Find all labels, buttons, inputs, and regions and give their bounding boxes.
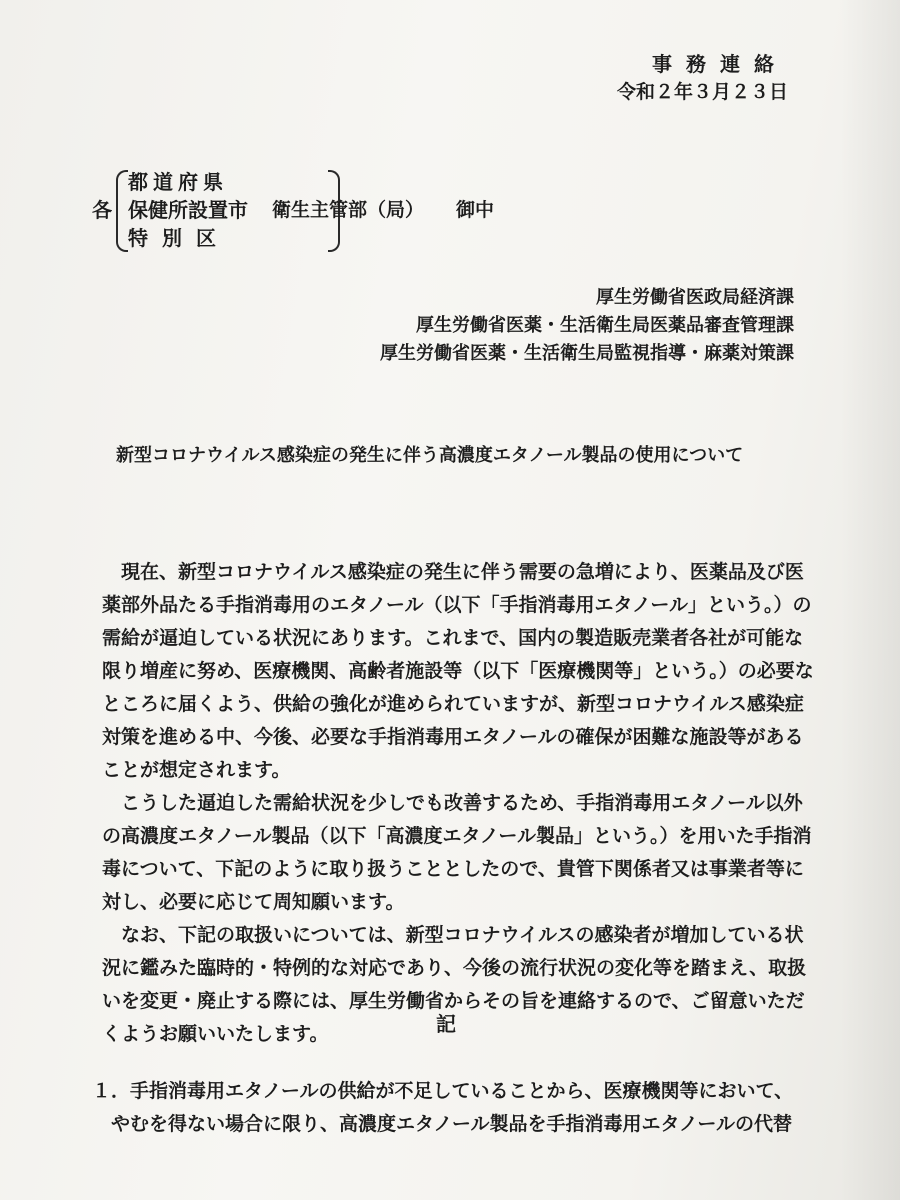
body-line: 毒について、下記のように取り扱うこととしたので、貴管下関係者又は事業者等に [102, 858, 804, 880]
sender-list [380, 284, 794, 368]
page-shadow [840, 0, 900, 1200]
body-line: なお、下記の取扱いについては、新型コロナウイルスの感染者が増加している状 [102, 924, 804, 946]
body-line: 対し、必要に応じて周知願います。 [102, 891, 405, 913]
item-line: やむを得ない場合に限り、高濃度エタノール製品を手指消毒用エタノールの代替 [92, 1113, 792, 1135]
sender-economic-affairs: 厚生労働省医政局経済課 [596, 287, 794, 308]
sender-drug-evaluation: 厚生労働省医薬・生活衛生局医薬品審査管理課 [416, 315, 794, 336]
document-type: 事務連絡 [652, 52, 788, 76]
sender-compliance-narcotics: 厚生労働省医薬・生活衛生局監視指導・麻薬対策課 [380, 343, 794, 364]
recipient-prefectures: 都道府県 [128, 170, 228, 194]
ki-heading: 記 [436, 1012, 456, 1036]
body-line: ところに届くよう、供給の強化が進められていますが、新型コロナウイルス感染症 [102, 693, 804, 715]
recipient-cities: 保健所設置市 [128, 198, 248, 222]
body-line: 薬部外品たる手指消毒用のエタノール（以下「手指消毒用エタノール」という。）の [102, 594, 812, 616]
document-title: 新型コロナウイルス感染症の発生に伴う高濃度エタノール製品の使用について [116, 445, 744, 466]
recipient-list [128, 168, 248, 252]
body-line: 況に鑑みた臨時的・特例的な対応であり、今後の流行状況の変化等を踏まえ、取扱 [102, 957, 807, 979]
body-line: 限り増産に努め、医療機関、高齢者施設等（以下「医療機関等」という。）の必要な [102, 660, 814, 682]
body-line: 現在、新型コロナウイルス感染症の発生に伴う需要の急増により、医薬品及び医 [102, 561, 804, 583]
body-line: こうした逼迫した需給状況を少しでも改善するため、手指消毒用エタノール以外 [102, 792, 803, 814]
document-date: 令和２年３月２３日 [616, 81, 788, 103]
body-line: 需給が逼迫している状況にあります。これまで、国内の製造販売業者各社が可能な [102, 627, 804, 649]
department-line [272, 198, 494, 222]
body-line: ことが想定されます。 [102, 759, 291, 781]
body-line: いを変更・廃止する際には、厚生労働省からその旨を連絡するので、ご留意いただ [102, 990, 805, 1012]
each-mark: 各 [92, 198, 112, 222]
body-line: 対策を進める中、今後、必要な手指消毒用エタノールの確保が困難な施設等がある [102, 726, 804, 748]
recipient-special-wards: 特別区 [128, 226, 230, 250]
department-name: 衛生主管部（局） [272, 199, 425, 221]
left-bracket [116, 170, 128, 252]
body-line: くようお願いいたします。 [102, 1023, 329, 1045]
body-line: の高濃度エタノール製品（以下「高濃度エタノール製品」という。）を用いた手指消 [102, 825, 812, 847]
item-line: １．手指消毒用エタノールの供給が不足していることから、医療機関等において、 [92, 1080, 794, 1102]
honorific: 御中 [456, 199, 495, 221]
